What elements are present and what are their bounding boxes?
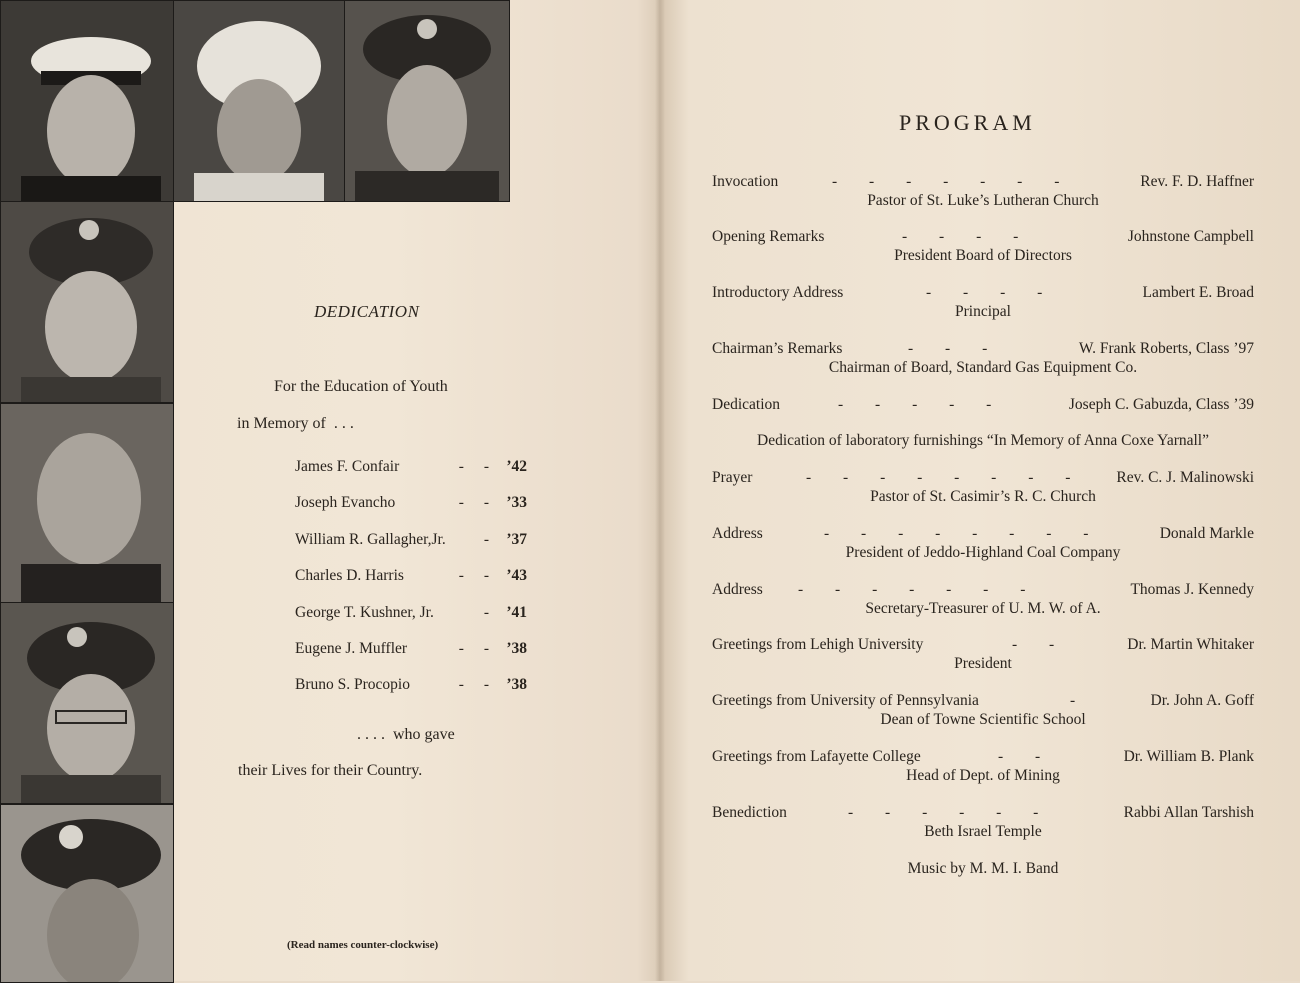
program-item-label: Introductory Address	[712, 284, 844, 301]
memorial-name-row	[295, 567, 527, 603]
program-item-speaker: Thomas J. Kennedy	[1130, 581, 1254, 598]
program-item-label: Greetings from University of Pennsylvania	[712, 692, 979, 709]
separator-dashes: - -	[458, 567, 497, 585]
program-item-title: Head of Dept. of Mining	[906, 767, 1060, 784]
memorial-name: Joseph Evancho	[295, 494, 396, 512]
program-title: PROGRAM	[899, 110, 1036, 135]
memorial-names-list	[295, 458, 527, 713]
reading-order-note: (Read names counter-clockwise)	[287, 939, 439, 951]
class-year: ’41	[506, 603, 527, 621]
memorial-name-row	[295, 640, 527, 676]
program-item-label: Greetings from Lafayette College	[712, 748, 921, 765]
program-item-lehigh-greetings	[712, 636, 1254, 676]
program-item-speaker: Rev. F. D. Haffner	[1140, 173, 1254, 190]
program-item-dashes: - - - -	[902, 228, 1033, 245]
program-item-speaker: Rabbi Allan Tarshish	[1123, 804, 1254, 821]
program-item-chairmans-remarks	[712, 340, 1254, 380]
program-item-title: President Board of Directors	[894, 247, 1072, 264]
dedication-line-1: For the Education of Youth	[274, 378, 448, 395]
program-item-label: Address	[712, 525, 763, 542]
memorial-name-row	[295, 531, 527, 567]
program-item-title: Beth Israel Temple	[924, 823, 1042, 840]
program-item-dashes: - - - - - - - -	[806, 469, 1085, 486]
program-item-lafayette-greetings	[712, 748, 1254, 788]
program-item-title: President	[954, 655, 1012, 672]
program-item-dashes: - - - - - - -	[832, 173, 1074, 190]
program-item-address-kennedy	[712, 581, 1254, 621]
program-item-dedication	[712, 396, 1254, 418]
program-item-label: Benediction	[712, 804, 787, 821]
program-item-label: Dedication	[712, 396, 781, 413]
program-item-title: Principal	[955, 303, 1011, 320]
program-item-label: Address	[712, 581, 763, 598]
program-item-dashes: - - - - -	[838, 396, 1006, 413]
memorial-name: Bruno S. Procopio	[295, 676, 410, 694]
memorial-name: James F. Confair	[295, 458, 400, 475]
program-item-dashes: - - - -	[926, 284, 1057, 301]
portrait-photo-6	[0, 602, 174, 804]
portrait-photo-1	[0, 0, 174, 202]
program-item-dashes: - - - - - - -	[798, 581, 1040, 598]
dedication-title: DEDICATION	[314, 302, 420, 321]
separator-dashes: -	[483, 530, 497, 548]
program-item-label: Chairman’s Remarks	[712, 340, 843, 357]
program-item-title: Secretary-Treasurer of U. M. W. of A.	[865, 600, 1101, 617]
program-item-speaker: Joseph C. Gabuzda, Class ’39	[1068, 396, 1254, 413]
class-year: ’38	[506, 676, 527, 694]
program-item-penn-greetings	[712, 692, 1254, 732]
program-item-title: Pastor of St. Luke’s Lutheran Church	[867, 192, 1099, 209]
portrait-photo-4	[0, 201, 174, 403]
portrait-photo-2	[173, 0, 345, 202]
program-item-introductory-address	[712, 284, 1254, 324]
program-item-speaker: Dr. Martin Whitaker	[1127, 636, 1254, 653]
class-year: ’37	[506, 530, 527, 548]
separator-dashes: -	[483, 603, 497, 621]
dedication-line-2: in Memory of . . .	[237, 415, 354, 432]
program-item-title: Chairman of Board, Standard Gas Equipment Co.	[828, 359, 1138, 376]
separator-dashes: - -	[458, 494, 497, 512]
class-year: ’42	[506, 458, 527, 475]
program-item-prayer	[712, 469, 1254, 509]
program-item-speaker: Johnstone Campbell	[1127, 228, 1254, 245]
memorial-name-row	[295, 458, 527, 494]
program-item-dashes: -	[1070, 692, 1090, 709]
memorial-name-row	[295, 604, 527, 640]
dedication-line-4: their Lives for their Country.	[238, 762, 423, 779]
memorial-name: Charles D. Harris	[295, 567, 404, 585]
class-year: ’38	[506, 639, 527, 657]
memorial-name: Eugene J. Muffler	[295, 639, 408, 657]
program-item-speaker: Rev. C. J. Malinowski	[1116, 469, 1254, 486]
memorial-name: George T. Kushner, Jr.	[295, 603, 434, 621]
laboratory-dedication-line: Dedication of laboratory furnishings “In Memory of Anna Coxe Yarnall”	[757, 432, 1209, 449]
program-item-speaker: Lambert E. Broad	[1142, 284, 1254, 301]
program-item-title: President of Jeddo-Highland Coal Company	[845, 544, 1121, 561]
program-item-title: Dean of Towne Scientific School	[880, 711, 1086, 728]
program-item-dashes: - - -	[908, 340, 1002, 357]
dedication-line-3: . . . . who gave	[357, 726, 455, 743]
program-item-label: Invocation	[712, 173, 779, 190]
program-item-speaker: Dr. William B. Plank	[1123, 748, 1254, 765]
program-item-address-markle	[712, 525, 1254, 565]
portrait-photo-5	[0, 403, 174, 603]
portrait-photo-3	[344, 0, 510, 202]
separator-dashes: - -	[458, 458, 497, 475]
class-year: ’33	[506, 494, 527, 512]
program-item-dashes: - -	[998, 748, 1055, 765]
program-item-dashes: - -	[1012, 636, 1069, 653]
separator-dashes: - -	[458, 676, 497, 694]
center-fold	[655, 0, 665, 981]
memorial-name: William R. Gallagher,Jr.	[295, 530, 446, 548]
class-year: ’43	[506, 567, 527, 585]
memorial-name-row	[295, 494, 527, 530]
program-item-label: Prayer	[712, 469, 753, 486]
music-credit: Music by M. M. I. Band	[907, 860, 1059, 877]
program-item-invocation	[712, 173, 1254, 213]
program-item-speaker: Donald Markle	[1159, 525, 1254, 542]
memorial-name-row	[295, 676, 527, 712]
program-item-label: Opening Remarks	[712, 228, 825, 245]
portrait-photo-7	[0, 804, 174, 983]
program-item-speaker: Dr. John A. Goff	[1150, 692, 1254, 709]
separator-dashes: - -	[458, 639, 497, 657]
program-item-title: Pastor of St. Casimir’s R. C. Church	[870, 488, 1096, 505]
program-item-speaker: W. Frank Roberts, Class ’97	[1078, 340, 1254, 357]
program-item-label: Greetings from Lehigh University	[712, 636, 924, 653]
program-item-opening-remarks	[712, 228, 1254, 268]
program-item-dashes: - - - - - - - -	[824, 525, 1103, 542]
program-item-benediction	[712, 804, 1254, 844]
program-item-dashes: - - - - - -	[848, 804, 1053, 821]
